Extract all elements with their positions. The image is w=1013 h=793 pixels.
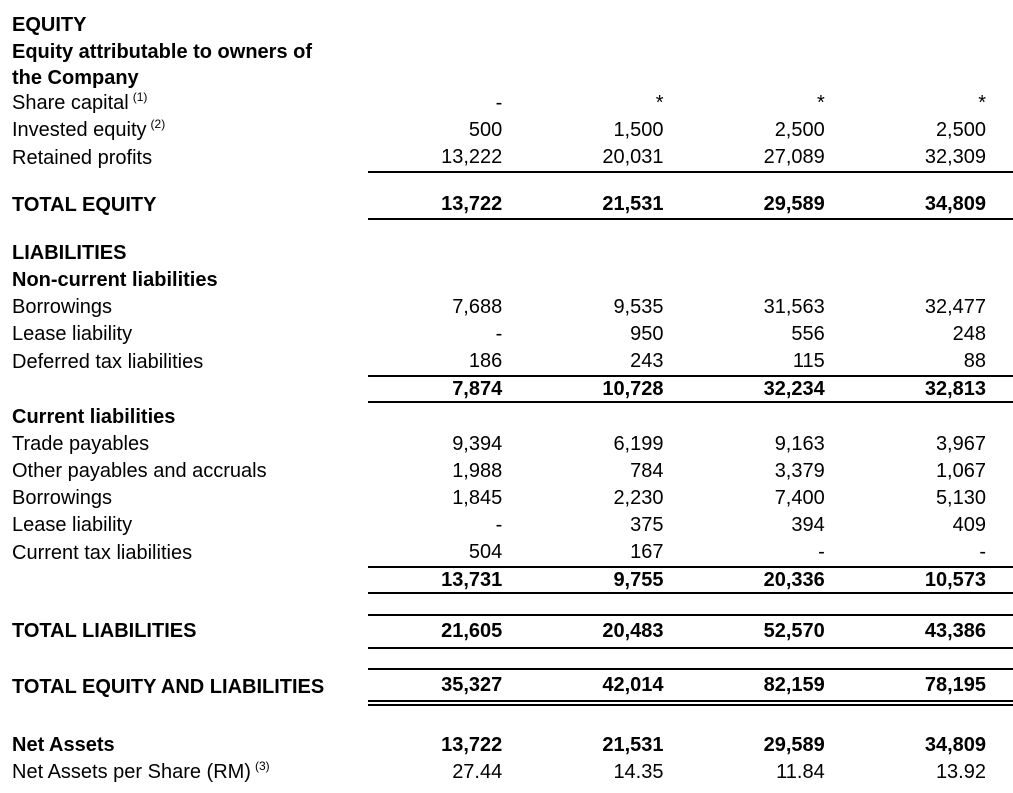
row-values	[368, 321, 1013, 348]
row-label: Net Assets	[12, 734, 115, 756]
cell-value: 167	[630, 541, 664, 563]
row-values	[368, 348, 1013, 377]
row-trade-payables	[12, 431, 1013, 458]
row-net-assets-per-share	[12, 759, 1013, 786]
cell-value: 5,130	[935, 487, 986, 509]
cell-value: 10,728	[602, 377, 664, 400]
row-label: Invested equity $^{(2)}$	[12, 117, 166, 141]
row-equity-attributable-line1	[12, 39, 1013, 66]
row-current-tax-liabilities	[12, 539, 1013, 568]
cell-value: 20,483	[602, 620, 664, 642]
cell-value: 115	[792, 350, 825, 372]
row-label: TOTAL EQUITY AND LIABILITIES	[12, 675, 325, 698]
cell-value: 950	[630, 323, 664, 345]
section-subheading: Current liabilities	[12, 405, 176, 428]
row-current-subtotal	[12, 568, 1013, 594]
spacer	[12, 649, 1013, 668]
cell-value: 29,589	[763, 734, 825, 756]
cell-value: 1,845	[452, 487, 503, 509]
row-values	[368, 512, 1013, 539]
cell-value: 243	[630, 350, 664, 372]
cell-value: 3,967	[935, 433, 986, 455]
row-deferred-tax-liabilities	[12, 348, 1013, 377]
cell-value: 784	[630, 460, 664, 482]
cell-value: 13,722	[441, 193, 503, 215]
row-values	[368, 614, 1013, 649]
cell-value: -	[495, 514, 503, 536]
cell-value: 7,688	[452, 296, 503, 318]
row-values	[368, 485, 1013, 512]
cell-value: 394	[791, 514, 825, 536]
cell-value: 20,031	[602, 146, 664, 168]
spacer	[12, 594, 1013, 614]
cell-value: 21,531	[602, 734, 664, 756]
cell-value: 78,195	[924, 673, 986, 696]
cell-value: 1,500	[613, 119, 664, 141]
cell-value: 504	[468, 541, 503, 563]
row-values	[368, 377, 1013, 403]
section-subheading: Non-current liabilities	[12, 269, 218, 291]
cell-value: 32,813	[924, 377, 986, 400]
cell-value: 375	[630, 514, 664, 536]
row-total-equity-and-liabilities	[12, 668, 1013, 706]
cell-value: 52,570	[763, 620, 825, 642]
row-label: Trade payables	[12, 433, 150, 455]
cell-value: 14.35	[613, 761, 664, 783]
row-share-capital	[12, 90, 1013, 117]
cell-value: 186	[468, 350, 503, 372]
cell-value: 21,531	[602, 193, 664, 215]
cell-value: 27.44	[452, 761, 503, 783]
row-values	[368, 90, 1013, 117]
cell-value: *	[816, 92, 825, 114]
section-heading: LIABILITIES	[12, 242, 127, 264]
cell-value: -	[495, 92, 503, 114]
cell-value: 9,755	[613, 568, 664, 591]
spacer	[12, 706, 1013, 732]
cell-value: 13,722	[441, 734, 503, 756]
row-label: Share capital $^{(1)}$	[12, 90, 148, 114]
cell-value: 21,605	[441, 620, 503, 642]
cell-value: 1,988	[452, 460, 503, 482]
row-total-liabilities	[12, 614, 1013, 649]
cell-value: 556	[791, 323, 825, 345]
row-current-liabilities-heading	[12, 403, 1013, 431]
row-values	[368, 117, 1013, 144]
row-label: Lease liability	[12, 323, 133, 345]
cell-value: 7,874	[452, 377, 503, 400]
cell-value: 32,309	[924, 146, 986, 168]
row-values	[368, 759, 1013, 786]
cell-value: 29,589	[763, 193, 825, 215]
row-label: Current tax liabilities	[12, 542, 193, 564]
cell-value: 32,234	[763, 377, 825, 400]
footnote-ref: (3)	[254, 759, 270, 774]
cell-value: 500	[468, 119, 503, 141]
section-subheading: Equity attributable to owners of	[12, 41, 313, 63]
row-values	[368, 458, 1013, 485]
row-total-equity	[12, 191, 1013, 220]
row-values	[368, 539, 1013, 568]
cell-value: 1,067	[935, 460, 986, 482]
spacer	[12, 173, 1013, 191]
cell-value: 32,477	[924, 296, 986, 318]
section-heading: EQUITY	[12, 14, 87, 36]
row-invested-equity	[12, 117, 1013, 144]
row-values	[368, 568, 1013, 594]
cell-value: 35,327	[441, 673, 503, 696]
cell-value: 27,089	[763, 146, 825, 168]
cell-value: 409	[952, 514, 986, 536]
cell-value: 34,809	[924, 193, 986, 215]
cell-value: 13,731	[441, 568, 503, 591]
row-retained-profits	[12, 144, 1013, 173]
row-values	[368, 668, 1013, 706]
row-noncurrent-liabilities-heading	[12, 267, 1013, 294]
section-subheading: the Company	[12, 66, 139, 89]
footnote-ref: (2)	[150, 117, 166, 132]
cell-value: 88	[963, 350, 986, 372]
cell-value: 34,809	[924, 734, 986, 756]
cell-value: 31,563	[763, 296, 825, 318]
cell-value: 43,386	[924, 620, 986, 642]
cell-value: -	[979, 541, 986, 563]
cell-value: 2,500	[774, 119, 825, 141]
row-values	[368, 431, 1013, 458]
cell-value: 248	[952, 323, 986, 345]
cell-value: 13.92	[935, 761, 986, 783]
row-label: Deferred tax liabilities	[12, 351, 204, 373]
cell-value: 6,199	[613, 433, 664, 455]
row-label: Other payables and accruals	[12, 460, 267, 482]
cell-value: 42,014	[602, 673, 664, 696]
row-other-payables	[12, 458, 1013, 485]
row-borrowings-noncurrent	[12, 294, 1013, 321]
row-values	[368, 144, 1013, 173]
row-label: Net Assets per Share (RM) $^{(3)}$	[12, 759, 270, 783]
cell-value: 7,400	[774, 487, 825, 509]
footnote-ref: (1)	[132, 90, 148, 105]
row-values	[368, 294, 1013, 321]
row-lease-liability-noncurrent	[12, 321, 1013, 348]
cell-value: *	[655, 92, 664, 114]
row-label: Lease liability	[12, 514, 133, 536]
spacer	[12, 220, 1013, 240]
cell-value: 2,500	[935, 119, 986, 141]
cell-value: 10,573	[924, 568, 986, 591]
cell-value: 11.84	[776, 761, 825, 783]
cell-value: 82,159	[763, 673, 825, 696]
cell-value: 9,394	[452, 433, 503, 455]
row-equity-heading	[12, 12, 1013, 39]
row-values	[368, 191, 1013, 220]
row-equity-attributable-line2	[12, 66, 1013, 90]
row-label: Borrowings	[12, 296, 113, 318]
row-label: TOTAL LIABILITIES	[12, 620, 197, 642]
cell-value: -	[495, 323, 503, 345]
cell-value: 9,535	[613, 296, 664, 318]
cell-value: 2,230	[613, 487, 664, 509]
row-liabilities-heading	[12, 240, 1013, 267]
cell-value: 13,222	[441, 146, 503, 168]
cell-value: 9,163	[774, 433, 825, 455]
row-values	[368, 732, 1013, 759]
cell-value: 20,336	[763, 568, 825, 591]
row-label: Borrowings	[12, 487, 113, 509]
row-label: Retained profits	[12, 147, 153, 169]
cell-value: -	[818, 541, 825, 563]
cell-value: 3,379	[774, 460, 825, 482]
row-label: TOTAL EQUITY	[12, 194, 157, 216]
row-net-assets	[12, 732, 1013, 759]
row-noncurrent-subtotal	[12, 377, 1013, 403]
row-borrowings-current	[12, 485, 1013, 512]
row-lease-liability-current	[12, 512, 1013, 539]
cell-value: *	[978, 92, 986, 114]
